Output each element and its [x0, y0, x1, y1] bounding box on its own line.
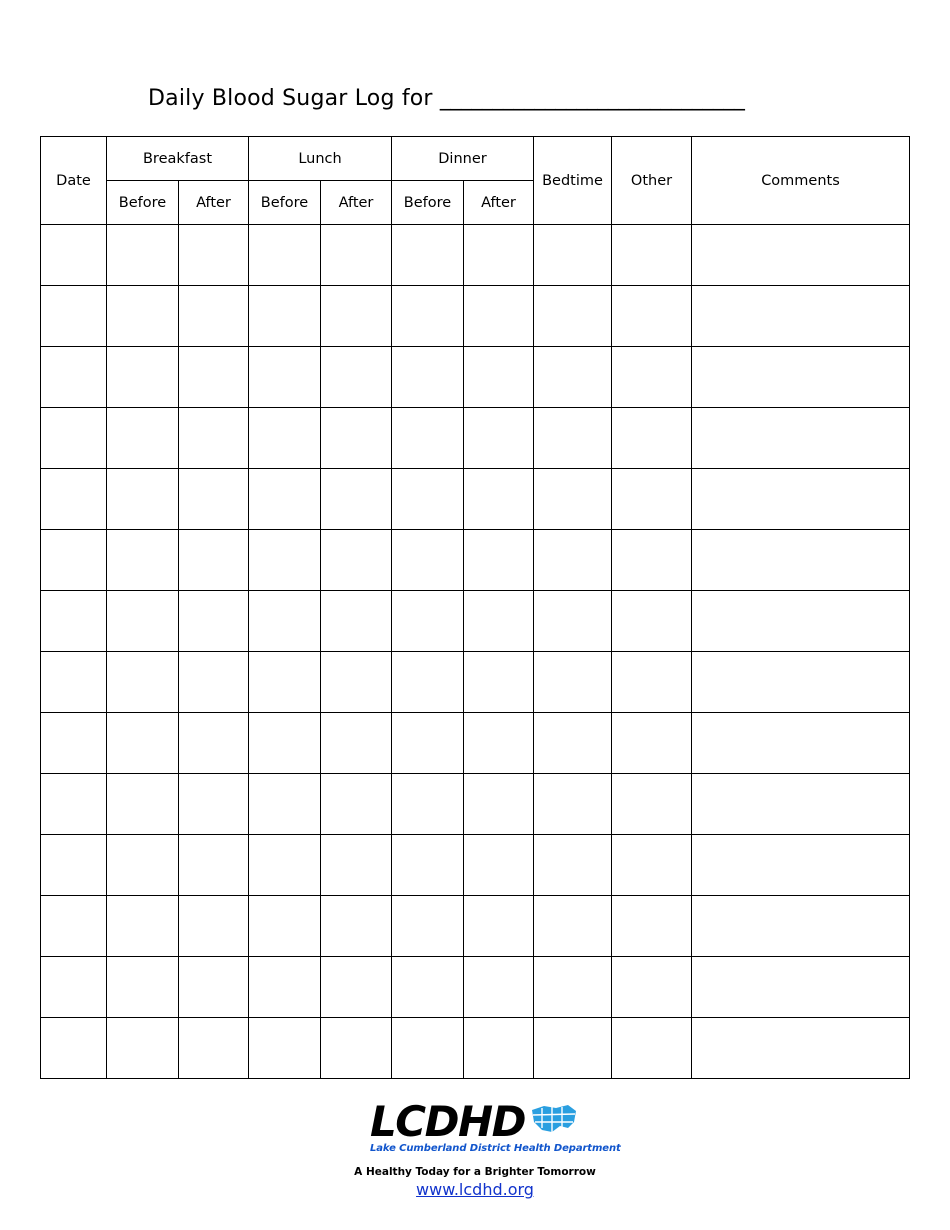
header-date: Date: [41, 137, 107, 225]
cell-lunch-after[interactable]: [321, 591, 392, 652]
table-row: [41, 469, 910, 530]
cell-lunch-after[interactable]: [321, 896, 392, 957]
cell-bedtime[interactable]: [534, 896, 612, 957]
cell-lunch-after[interactable]: [321, 774, 392, 835]
header-group-dinner: Dinner: [392, 137, 534, 181]
cell-breakfast-after[interactable]: [179, 225, 249, 286]
logo-acronym: LCDHD: [370, 1097, 525, 1146]
cell-breakfast-before[interactable]: [107, 530, 179, 591]
cell-dinner-after[interactable]: [464, 469, 534, 530]
cell-lunch-before[interactable]: [249, 774, 321, 835]
cell-lunch-before[interactable]: [249, 408, 321, 469]
cell-lunch-after[interactable]: [321, 408, 392, 469]
cell-dinner-before[interactable]: [392, 1018, 464, 1079]
table-row: [41, 774, 910, 835]
cell-lunch-after[interactable]: [321, 530, 392, 591]
cell-breakfast-after[interactable]: [179, 896, 249, 957]
cell-dinner-after[interactable]: [464, 1018, 534, 1079]
cell-bedtime[interactable]: [534, 591, 612, 652]
cell-comments[interactable]: [692, 408, 910, 469]
table-row: [41, 591, 910, 652]
cell-breakfast-after[interactable]: [179, 591, 249, 652]
cell-date[interactable]: [41, 835, 107, 896]
table-row: [41, 347, 910, 408]
cell-bedtime[interactable]: [534, 713, 612, 774]
table-row: [41, 713, 910, 774]
cell-lunch-after[interactable]: [321, 286, 392, 347]
header-breakfast-before: Before: [107, 181, 179, 225]
cell-lunch-after[interactable]: [321, 347, 392, 408]
cell-lunch-before[interactable]: [249, 591, 321, 652]
cell-lunch-before[interactable]: [249, 469, 321, 530]
cell-bedtime[interactable]: [534, 774, 612, 835]
cell-dinner-after[interactable]: [464, 286, 534, 347]
cell-other[interactable]: [612, 408, 692, 469]
cell-breakfast-before[interactable]: [107, 286, 179, 347]
table-row: [41, 225, 910, 286]
cell-bedtime[interactable]: [534, 957, 612, 1018]
cell-lunch-before[interactable]: [249, 347, 321, 408]
cell-breakfast-after[interactable]: [179, 1018, 249, 1079]
cell-comments[interactable]: [692, 225, 910, 286]
cell-bedtime[interactable]: [534, 225, 612, 286]
blood-sugar-log-table: [40, 136, 910, 1079]
cell-comments[interactable]: [692, 896, 910, 957]
footer: [0, 1098, 950, 1199]
cell-comments[interactable]: [692, 469, 910, 530]
cell-dinner-before[interactable]: [392, 713, 464, 774]
cell-breakfast-before[interactable]: [107, 652, 179, 713]
cell-breakfast-after[interactable]: [179, 835, 249, 896]
cell-date[interactable]: [41, 286, 107, 347]
cell-bedtime[interactable]: [534, 1018, 612, 1079]
cell-date[interactable]: [41, 225, 107, 286]
cell-dinner-before[interactable]: [392, 835, 464, 896]
cell-lunch-after[interactable]: [321, 957, 392, 1018]
cell-dinner-before[interactable]: [392, 469, 464, 530]
cell-bedtime[interactable]: [534, 408, 612, 469]
cell-dinner-before[interactable]: [392, 408, 464, 469]
cell-dinner-before[interactable]: [392, 652, 464, 713]
header-group-lunch: Lunch: [249, 137, 392, 181]
cell-other[interactable]: [612, 469, 692, 530]
cell-comments[interactable]: [692, 713, 910, 774]
cell-date[interactable]: [41, 652, 107, 713]
table-row: [41, 530, 910, 591]
cell-dinner-before[interactable]: [392, 957, 464, 1018]
cell-date[interactable]: [41, 347, 107, 408]
cell-comments[interactable]: [692, 835, 910, 896]
table-row: [41, 286, 910, 347]
cell-other[interactable]: [612, 774, 692, 835]
cell-other[interactable]: [612, 713, 692, 774]
cell-bedtime[interactable]: [534, 347, 612, 408]
cell-breakfast-after[interactable]: [179, 713, 249, 774]
cell-dinner-after[interactable]: [464, 713, 534, 774]
cell-date[interactable]: [41, 774, 107, 835]
header-dinner-before: Before: [392, 181, 464, 225]
cell-breakfast-after[interactable]: [179, 408, 249, 469]
cell-breakfast-before[interactable]: [107, 774, 179, 835]
cell-comments[interactable]: [692, 591, 910, 652]
cell-lunch-before[interactable]: [249, 896, 321, 957]
cell-other[interactable]: [612, 591, 692, 652]
cell-comments[interactable]: [692, 774, 910, 835]
cell-lunch-before[interactable]: [249, 957, 321, 1018]
table-body: [41, 225, 910, 1079]
page-title-text: Daily Blood Sugar Log for: [148, 86, 433, 111]
lcdhd-logo: [370, 1097, 621, 1160]
website-link[interactable]: www.lcdhd.org: [416, 1180, 534, 1199]
cell-dinner-after[interactable]: [464, 835, 534, 896]
cell-dinner-after[interactable]: [464, 530, 534, 591]
header-comments: Comments: [692, 137, 910, 225]
cell-lunch-after[interactable]: [321, 652, 392, 713]
cell-other[interactable]: [612, 652, 692, 713]
cell-dinner-before[interactable]: [392, 591, 464, 652]
header-breakfast-after: After: [179, 181, 249, 225]
cell-lunch-before[interactable]: [249, 1018, 321, 1079]
cell-lunch-after[interactable]: [321, 713, 392, 774]
cell-breakfast-before[interactable]: [107, 591, 179, 652]
cell-breakfast-after[interactable]: [179, 957, 249, 1018]
slogan: A Healthy Today for a Brighter Tomorrow: [354, 1166, 596, 1178]
cell-dinner-before[interactable]: [392, 774, 464, 835]
table-row: [41, 835, 910, 896]
cell-lunch-before[interactable]: [249, 530, 321, 591]
cell-comments[interactable]: [692, 286, 910, 347]
cell-lunch-after[interactable]: [321, 469, 392, 530]
cell-comments[interactable]: [692, 957, 910, 1018]
cell-dinner-before[interactable]: [392, 286, 464, 347]
cell-lunch-before[interactable]: [249, 652, 321, 713]
cell-date[interactable]: [41, 469, 107, 530]
cell-breakfast-before[interactable]: [107, 225, 179, 286]
cell-date[interactable]: [41, 591, 107, 652]
cell-breakfast-before[interactable]: [107, 408, 179, 469]
cell-other[interactable]: [612, 957, 692, 1018]
cell-bedtime[interactable]: [534, 469, 612, 530]
table-row: [41, 408, 910, 469]
cell-breakfast-after[interactable]: [179, 652, 249, 713]
cell-other[interactable]: [612, 530, 692, 591]
cell-lunch-after[interactable]: [321, 1018, 392, 1079]
cell-other[interactable]: [612, 286, 692, 347]
cell-breakfast-before[interactable]: [107, 1018, 179, 1079]
cell-date[interactable]: [41, 1018, 107, 1079]
cell-bedtime[interactable]: [534, 530, 612, 591]
cell-breakfast-before[interactable]: [107, 896, 179, 957]
header-other: Other: [612, 137, 692, 225]
cell-dinner-before[interactable]: [392, 896, 464, 957]
cell-breakfast-after[interactable]: [179, 347, 249, 408]
organization-name: Lake Cumberland District Health Department: [370, 1143, 621, 1154]
cell-breakfast-after[interactable]: [179, 286, 249, 347]
cell-lunch-after[interactable]: [321, 225, 392, 286]
kentucky-map-icon: [530, 1102, 578, 1142]
cell-lunch-after[interactable]: [321, 835, 392, 896]
cell-breakfast-before[interactable]: [107, 957, 179, 1018]
header-bedtime: Bedtime: [534, 137, 612, 225]
cell-other[interactable]: [612, 835, 692, 896]
cell-date[interactable]: [41, 957, 107, 1018]
cell-breakfast-before[interactable]: [107, 347, 179, 408]
cell-dinner-after[interactable]: [464, 225, 534, 286]
cell-breakfast-before[interactable]: [107, 713, 179, 774]
cell-bedtime[interactable]: [534, 286, 612, 347]
header-lunch-after: After: [321, 181, 392, 225]
cell-dinner-after[interactable]: [464, 774, 534, 835]
cell-breakfast-after[interactable]: [179, 469, 249, 530]
cell-dinner-after[interactable]: [464, 591, 534, 652]
cell-comments[interactable]: [692, 1018, 910, 1079]
cell-other[interactable]: [612, 1018, 692, 1079]
cell-dinner-before[interactable]: [392, 347, 464, 408]
cell-date[interactable]: [41, 530, 107, 591]
cell-breakfast-after[interactable]: [179, 774, 249, 835]
cell-breakfast-before[interactable]: [107, 469, 179, 530]
cell-dinner-after[interactable]: [464, 408, 534, 469]
cell-date[interactable]: [41, 896, 107, 957]
cell-breakfast-before[interactable]: [107, 835, 179, 896]
header-lunch-before: Before: [249, 181, 321, 225]
cell-lunch-before[interactable]: [249, 713, 321, 774]
table-row: [41, 957, 910, 1018]
cell-bedtime[interactable]: [534, 835, 612, 896]
table-row: [41, 1018, 910, 1079]
cell-dinner-after[interactable]: [464, 957, 534, 1018]
cell-dinner-after[interactable]: [464, 347, 534, 408]
cell-comments[interactable]: [692, 530, 910, 591]
header-group-breakfast: Breakfast: [107, 137, 249, 181]
cell-lunch-before[interactable]: [249, 286, 321, 347]
cell-dinner-before[interactable]: [392, 225, 464, 286]
table-row: [41, 652, 910, 713]
cell-other[interactable]: [612, 896, 692, 957]
cell-other[interactable]: [612, 347, 692, 408]
cell-other[interactable]: [612, 225, 692, 286]
table-group-header-row: [41, 137, 910, 181]
page-title: [148, 86, 744, 111]
header-dinner-after: After: [464, 181, 534, 225]
cell-dinner-before[interactable]: [392, 530, 464, 591]
cell-dinner-after[interactable]: [464, 652, 534, 713]
cell-dinner-after[interactable]: [464, 896, 534, 957]
table-row: [41, 896, 910, 957]
cell-date[interactable]: [41, 408, 107, 469]
cell-date[interactable]: [41, 713, 107, 774]
cell-breakfast-after[interactable]: [179, 530, 249, 591]
cell-comments[interactable]: [692, 652, 910, 713]
cell-comments[interactable]: [692, 347, 910, 408]
name-blank-line: _____________________________: [439, 86, 745, 111]
cell-bedtime[interactable]: [534, 652, 612, 713]
cell-lunch-before[interactable]: [249, 225, 321, 286]
cell-lunch-before[interactable]: [249, 835, 321, 896]
